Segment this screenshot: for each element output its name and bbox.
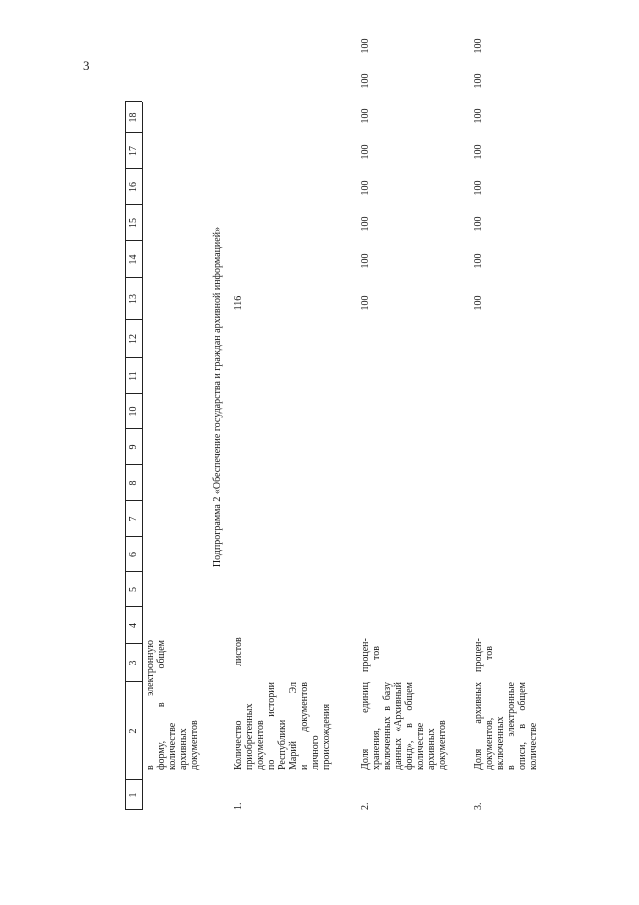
row-name-line: документов — [437, 720, 448, 770]
row-name-line: фонд», в общем — [404, 682, 415, 770]
value-col-17: 100 — [473, 108, 484, 124]
row-unit — [360, 638, 382, 672]
header-cell: 1 — [128, 792, 139, 798]
header-cell: 6 — [128, 552, 139, 557]
value-col-18a: 100 — [360, 73, 371, 89]
row-unit-line: тов — [371, 646, 382, 660]
row-name-line: приобретенных — [244, 703, 255, 770]
header-cell: 14 — [128, 254, 139, 265]
row-name-line: происхождения — [321, 703, 332, 770]
row-name-line: архивных — [426, 728, 437, 770]
header-cell: 9 — [128, 444, 139, 450]
row-name-line: включенных — [495, 716, 506, 770]
row-name-line: личного — [310, 735, 321, 770]
header-cell: 2 — [128, 728, 139, 734]
row-name-line: в электронные — [506, 682, 517, 770]
row-unit — [473, 638, 495, 672]
header-cell: 4 — [128, 623, 139, 628]
header-cell: 16 — [128, 182, 139, 192]
row-name-line: Количество — [233, 720, 244, 770]
row-name-line: описи, в общем — [517, 682, 528, 770]
value-col-13: 100 — [360, 253, 371, 269]
value-col-15: 100 — [473, 180, 484, 196]
value-col-18a: 100 — [473, 73, 484, 89]
header-cell: 15 — [128, 218, 139, 228]
header-cell: 18 — [128, 112, 139, 123]
row-name-line: и документов — [299, 682, 310, 770]
row-name-line: документов, — [484, 717, 495, 770]
rotated-table-sheet — [125, 0, 625, 822]
row-name-line: Республики — [277, 719, 288, 770]
row-name-line: хранения, — [371, 727, 382, 770]
header-cell: 10 — [128, 406, 139, 417]
continuation-line: в электронную — [145, 640, 156, 770]
continuation-text — [145, 640, 200, 770]
row-name-line: Доля единиц — [360, 682, 371, 770]
header-cell: 13 — [128, 294, 139, 304]
value-col-13: 100 — [473, 253, 484, 269]
value-col-12: 116 — [233, 295, 244, 311]
header-cell: 11 — [128, 371, 139, 381]
header-cell: 3 — [128, 660, 139, 666]
value-col-14: 100 — [473, 216, 484, 232]
value-col-12: 100 — [360, 295, 371, 311]
subprogram-title: Подпрограмма 2 «Обеспечение государства и граждан архивной информацией» — [212, 226, 223, 568]
row-name-line: по истории — [266, 682, 277, 770]
row-unit-line: листов — [233, 637, 244, 666]
value-col-16: 100 — [473, 144, 484, 160]
value-col-12: 100 — [473, 295, 484, 311]
header-cell: 12 — [128, 334, 139, 344]
row-name-line: количестве — [528, 722, 539, 770]
row-unit-line: тов — [484, 646, 495, 660]
continuation-line: архивных — [178, 728, 189, 770]
row-name-line: данных «Архивный — [393, 682, 404, 770]
row-number: 1. — [233, 802, 244, 810]
row-number: 3. — [473, 802, 484, 810]
header-top-rule — [125, 102, 126, 810]
row-number: 2. — [360, 802, 371, 810]
value-col-18b: 100 — [473, 38, 484, 54]
page-number: 3 — [83, 58, 90, 73]
value-col-15: 100 — [360, 180, 371, 196]
row-name-line: включенных в базу — [382, 682, 393, 770]
value-col-16: 100 — [360, 144, 371, 160]
header-cell: 8 — [128, 480, 139, 486]
continuation-line: документов — [189, 720, 200, 770]
header-cell: 5 — [128, 587, 139, 592]
header-cell: 7 — [128, 516, 139, 522]
value-col-14: 100 — [360, 216, 371, 232]
row-unit-line: процен- — [360, 638, 371, 672]
row-name — [360, 682, 448, 770]
row-name — [233, 682, 332, 770]
header-bottom-rule — [142, 102, 143, 810]
value-col-17: 100 — [360, 108, 371, 124]
row-name — [473, 682, 539, 770]
header-cell: 17 — [128, 146, 139, 156]
row-unit-line: процен- — [473, 638, 484, 672]
row-name-line: количестве — [415, 722, 426, 770]
row-name-line: документов — [255, 720, 266, 770]
row-unit — [233, 637, 244, 666]
continuation-line: форму, в общем — [156, 640, 167, 770]
row-name-line: Марий Эл — [288, 682, 299, 770]
value-col-18b: 100 — [360, 38, 371, 54]
row-name-line: Доля архивных — [473, 682, 484, 770]
continuation-line: количестве — [167, 722, 178, 770]
